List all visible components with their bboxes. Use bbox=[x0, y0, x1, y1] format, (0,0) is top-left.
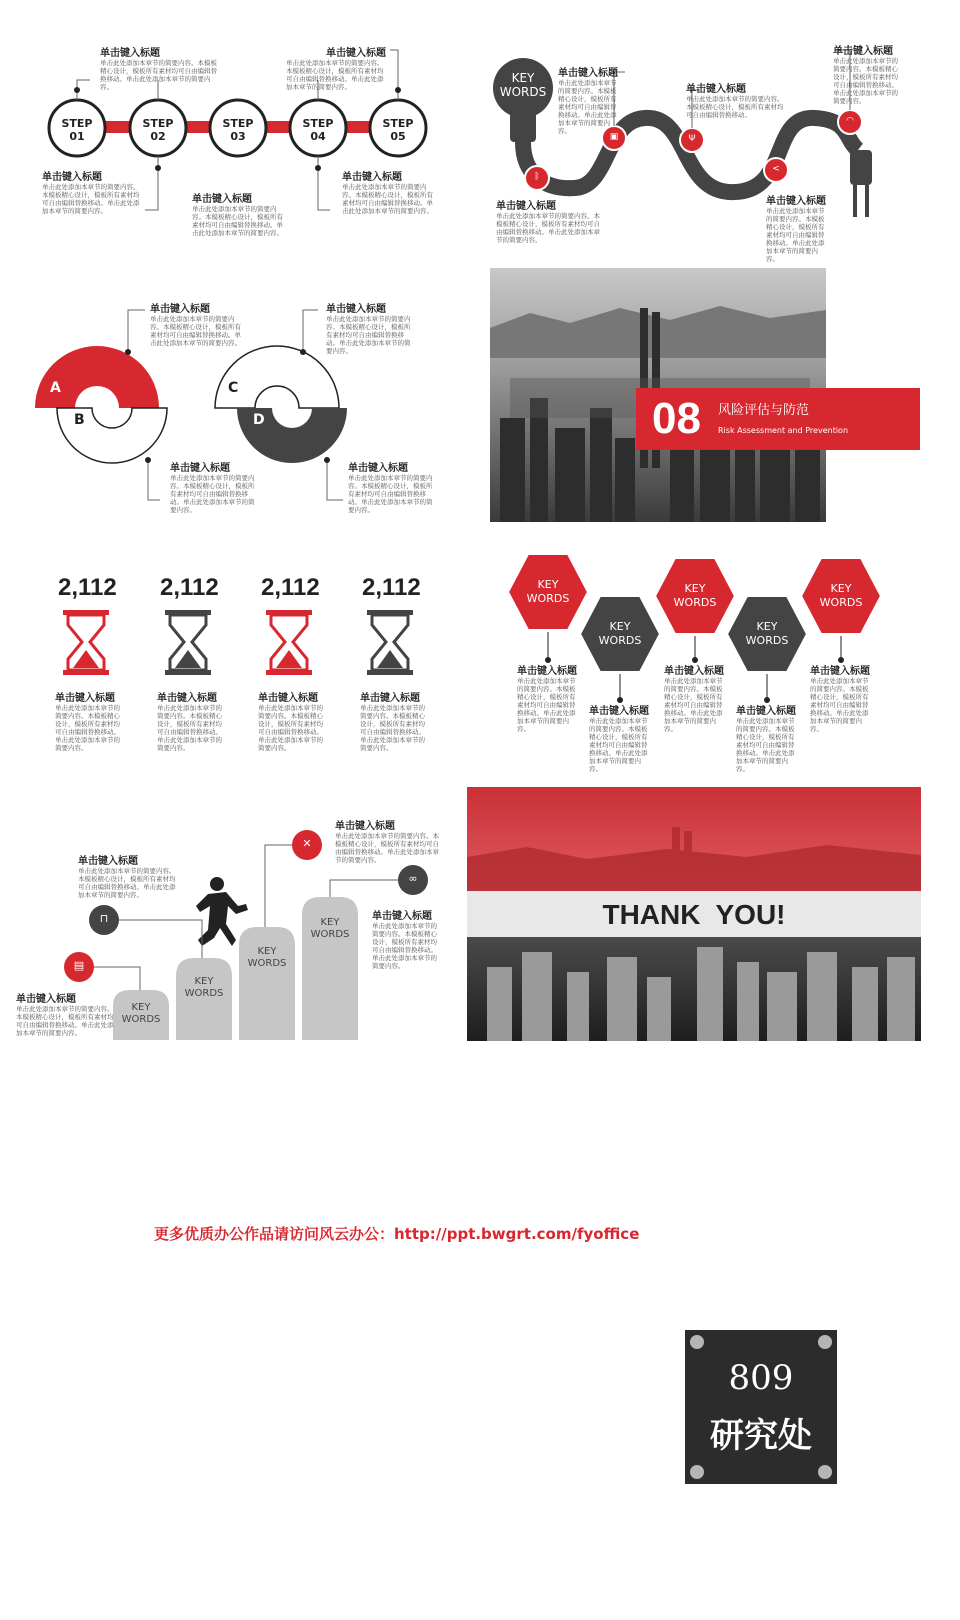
description: 单击此处添加本章节的简要内容。本模板精心设计，模板所有素材均可自由编辑替换移动。单击此处添加本章节的简要内容。 bbox=[150, 315, 241, 347]
heading: 单击键入标题 bbox=[810, 666, 870, 677]
description: 单击此处添加本章节的简要内容。本模板精心设计，模板所有素材均可自由编辑替换移动。单击此处添加本章节的简要内容。 bbox=[348, 474, 433, 514]
hourglass-value-4: 2,112 bbox=[362, 574, 421, 601]
stairs-text-4 bbox=[372, 907, 442, 970]
description: 单击此处添加本章节的简要内容。本模板精心设计，模板所有素材均可自由编辑替换移动。单击此处添加本章节的简要内容。 bbox=[360, 704, 425, 752]
heading: 单击键入标题 bbox=[348, 463, 408, 474]
description: 单击此处添加本章节的简要内容。本模板精心设计，模板所有素材均可自由编辑替换移动。单击此处添加本章节的简要内容。 bbox=[810, 677, 869, 733]
heading: 单击键入标题 bbox=[78, 856, 138, 867]
heading: 单击键入标题 bbox=[100, 48, 160, 59]
hourglass-value-3: 2,112 bbox=[261, 574, 320, 601]
description: 单击此处添加本章节的简要内容。本模板精心设计，模板所有素材均可自由编辑替换移动。单击此处添加本章节的简要内容。 bbox=[170, 474, 255, 514]
tools-icon: ✕ bbox=[302, 837, 312, 850]
hexagon-label-3: KEY WORDS bbox=[673, 582, 717, 609]
heading: 单击键入标题 bbox=[589, 706, 649, 717]
step-badge-2: STEP 02 bbox=[142, 117, 174, 143]
heading: 单击键入标题 bbox=[335, 821, 395, 832]
heading: 单击键入标题 bbox=[258, 693, 318, 704]
android-icon: ▣ bbox=[609, 132, 619, 142]
rivet-icon bbox=[818, 1465, 832, 1479]
stair-label-1: KEY WORDS bbox=[121, 1002, 161, 1025]
heading: 单击键入标题 bbox=[517, 666, 577, 677]
wifi-icon: ◠ bbox=[846, 116, 854, 126]
hexagon-label-2: KEY WORDS bbox=[598, 620, 642, 647]
section-title: 风险评估与防范 bbox=[718, 403, 810, 418]
heading: 单击键入标题 bbox=[736, 706, 796, 717]
usb-icon: Ψ bbox=[688, 134, 696, 144]
stair-label-3: KEY WORDS bbox=[247, 946, 287, 969]
stair-label-4: KEY WORDS bbox=[310, 917, 350, 940]
heading: 单击键入标题 bbox=[16, 994, 76, 1005]
description: 单击此处添加本章节的简要内容。本模板精心设计，模板所有素材均可自由编辑替换移动。单击此处添加本章节的简要内容。 bbox=[517, 677, 576, 733]
hourglass-value-2: 2,112 bbox=[160, 574, 219, 601]
step-badge-5: STEP 05 bbox=[382, 117, 414, 143]
description: 单击此处添加本章节的简要内容。本模板精心设计，模板所有素材均可自由编辑替换移动。单击此处添加本章节的简要内容。 bbox=[335, 832, 439, 864]
description: 单击此处添加本章节的简要内容。本模板精心设计，模板所有素材均可自由编辑替换移动。单击此处添加本章节的简要内容。 bbox=[736, 717, 795, 773]
logo-badge bbox=[685, 1330, 837, 1484]
description: 单击此处添加本章节的简要内容。本模板精心设计，模板所有素材均可自由编辑替换移动。单击此处添加本章节的简要内容。 bbox=[342, 183, 433, 215]
step-badge-3: STEP 03 bbox=[222, 117, 254, 143]
description: 单击此处添加本章节的简要内容。本模板精心设计，模板所有素材均可自由编辑替换移动。单击此处添加本章节的简要内容。 bbox=[326, 315, 411, 355]
description: 单击此处添加本章节的简要内容。本模板精心设计，模板所有素材均可自由编辑替换移动。单击此处添加本章节的简要内容。 bbox=[16, 1005, 114, 1037]
unlock-icon: ⊓ bbox=[99, 912, 109, 925]
arc-letter-c: C bbox=[228, 380, 239, 396]
description: 单击此处添加本章节的简要内容。本模板精心设计，模板所有素材均可自由编辑替换移动。单击此处添加本章节的简要内容。 bbox=[192, 205, 283, 237]
description: 单击此处添加本章节的简要内容。本模板精心设计，模板所有素材均可自由编辑替换移动。单击此处添加本章节的简要内容。 bbox=[157, 704, 222, 752]
step-badge-4: STEP 04 bbox=[302, 117, 334, 143]
heading: 单击键入标题 bbox=[558, 68, 618, 79]
description: 单击此处添加本章节的简要内容。本模板精心设计，模板所有素材均可自由编辑替换移动。单击此处添加本章节的简要内容。 bbox=[286, 59, 384, 91]
description: 单击此处添加本章节的简要内容。本模板精心设计，模板所有素材均可自由编辑替换移动。单击此处添加本章节的简要内容。 bbox=[78, 867, 176, 899]
heading: 单击键入标题 bbox=[496, 201, 556, 212]
arc-letter-d: D bbox=[253, 412, 265, 428]
description: 单击此处添加本章节的简要内容。本模板精心设计，模板所有素材均可自由编辑替换移动。单击此处添加本章节的简要内容。 bbox=[558, 79, 617, 135]
arc-letter-b: B bbox=[74, 412, 85, 428]
badge-text: 研究处 bbox=[710, 1416, 812, 1456]
section-number: 08 bbox=[652, 394, 701, 443]
heading: 单击键入标题 bbox=[170, 463, 230, 474]
stairs-text-3 bbox=[335, 817, 440, 864]
climbing-person-icon bbox=[200, 874, 201, 875]
heading: 单击键入标题 bbox=[664, 666, 724, 677]
badge-number: 809 bbox=[728, 1358, 794, 1398]
heading: 单击键入标题 bbox=[42, 172, 102, 183]
description: 单击此处添加本章节的简要内容。本模板精心设计，模板所有素材均可自由编辑替换移动。单击此处添加本章节的简要内容。 bbox=[766, 207, 825, 263]
description: 单击此处添加本章节的简要内容。本模板精心设计，模板所有素材均可自由编辑替换移动。单击此处添加本章节的简要内容。 bbox=[664, 677, 723, 733]
hourglass-value-1: 2,112 bbox=[58, 574, 117, 601]
thanks-title: THANK YOU! bbox=[602, 899, 786, 930]
heading: 单击键入标题 bbox=[766, 196, 826, 207]
hexagon-label-4: KEY WORDS bbox=[745, 620, 789, 647]
rivet-icon bbox=[690, 1335, 704, 1349]
share-icon: < bbox=[772, 164, 780, 174]
description: 单击此处添加本章节的简要内容。本模板精心设计，模板所有素材均可自由编辑替换移动。单击此处添加本章节的简要内容。 bbox=[833, 57, 898, 105]
heading: 单击键入标题 bbox=[360, 693, 420, 704]
binoculars-icon: ∞ bbox=[408, 872, 418, 885]
description: 单击此处添加本章节的简要内容。本模板精心设计，模板所有素材均可自由编辑替换移动。单击此处添加本章节的简要内容。 bbox=[372, 922, 437, 970]
heading: 单击键入标题 bbox=[150, 304, 210, 315]
description: 单击此处添加本章节的简要内容。本模板精心设计，模板所有素材均可自由编辑替换移动。单击此处添加本章节的简要内容。 bbox=[258, 704, 323, 752]
heading: 单击键入标题 bbox=[833, 46, 893, 57]
heading: 单击键入标题 bbox=[326, 48, 386, 59]
heading: 单击键入标题 bbox=[342, 172, 402, 183]
rivet-icon bbox=[690, 1465, 704, 1479]
description: 单击此处添加本章节的简要内容。本模板精心设计，模板所有素材均可自由编辑替换移动。单击此处添加本章节的简要内容。 bbox=[589, 717, 648, 773]
stairs-text-2 bbox=[16, 990, 116, 1037]
description: 单击此处添加本章节的简要内容。本模板精心设计，模板所有素材均可自由编辑替换移动。单击此处添加本章节的简要内容。 bbox=[496, 212, 600, 244]
stair-label-2: KEY WORDS bbox=[184, 976, 224, 999]
hexagon-label-1: KEY WORDS bbox=[526, 578, 570, 605]
description: 单击此处添加本章节的简要内容。本模板精心设计，模板所有素材均可自由编辑替换移动。 bbox=[686, 95, 784, 119]
briefcase-icon: ▤ bbox=[73, 959, 85, 972]
bulb-label: KEY WORDS bbox=[499, 71, 547, 99]
heading: 单击键入标题 bbox=[192, 194, 252, 205]
heading: 单击键入标题 bbox=[157, 693, 217, 704]
heading: 单击键入标题 bbox=[326, 304, 386, 315]
heading: 单击键入标题 bbox=[372, 911, 432, 922]
arc-letter-a: A bbox=[50, 380, 61, 396]
footer-link[interactable]: 更多优质办公作品请访问风云办公：http://ppt.bwgrt.com/fyoffice bbox=[154, 1225, 640, 1243]
heading: 单击键入标题 bbox=[55, 693, 115, 704]
description: 单击此处添加本章节的简要内容。本模板精心设计，模板所有素材均可自由编辑替换移动。单击此处添加本章节的简要内容。 bbox=[55, 704, 120, 752]
description: 单击此处添加本章节的简要内容。本模板精心设计，模板所有素材均可自由编辑替换移动。单击此处添加本章节的简要内容。 bbox=[100, 59, 217, 91]
bluetooth-icon: ᛒ bbox=[534, 172, 540, 182]
description: 单击此处添加本章节的简要内容。本模板精心设计，模板所有素材均可自由编辑替换移动。单击此处添加本章节的简要内容。 bbox=[42, 183, 140, 215]
heading: 单击键入标题 bbox=[686, 84, 746, 95]
hexagon-label-5: KEY WORDS bbox=[819, 582, 863, 609]
stairs-text-1 bbox=[78, 852, 178, 899]
section-subtitle: Risk Assessment and Prevention bbox=[718, 426, 849, 435]
rivet-icon bbox=[818, 1335, 832, 1349]
step-badge-1: STEP 01 bbox=[61, 117, 93, 143]
